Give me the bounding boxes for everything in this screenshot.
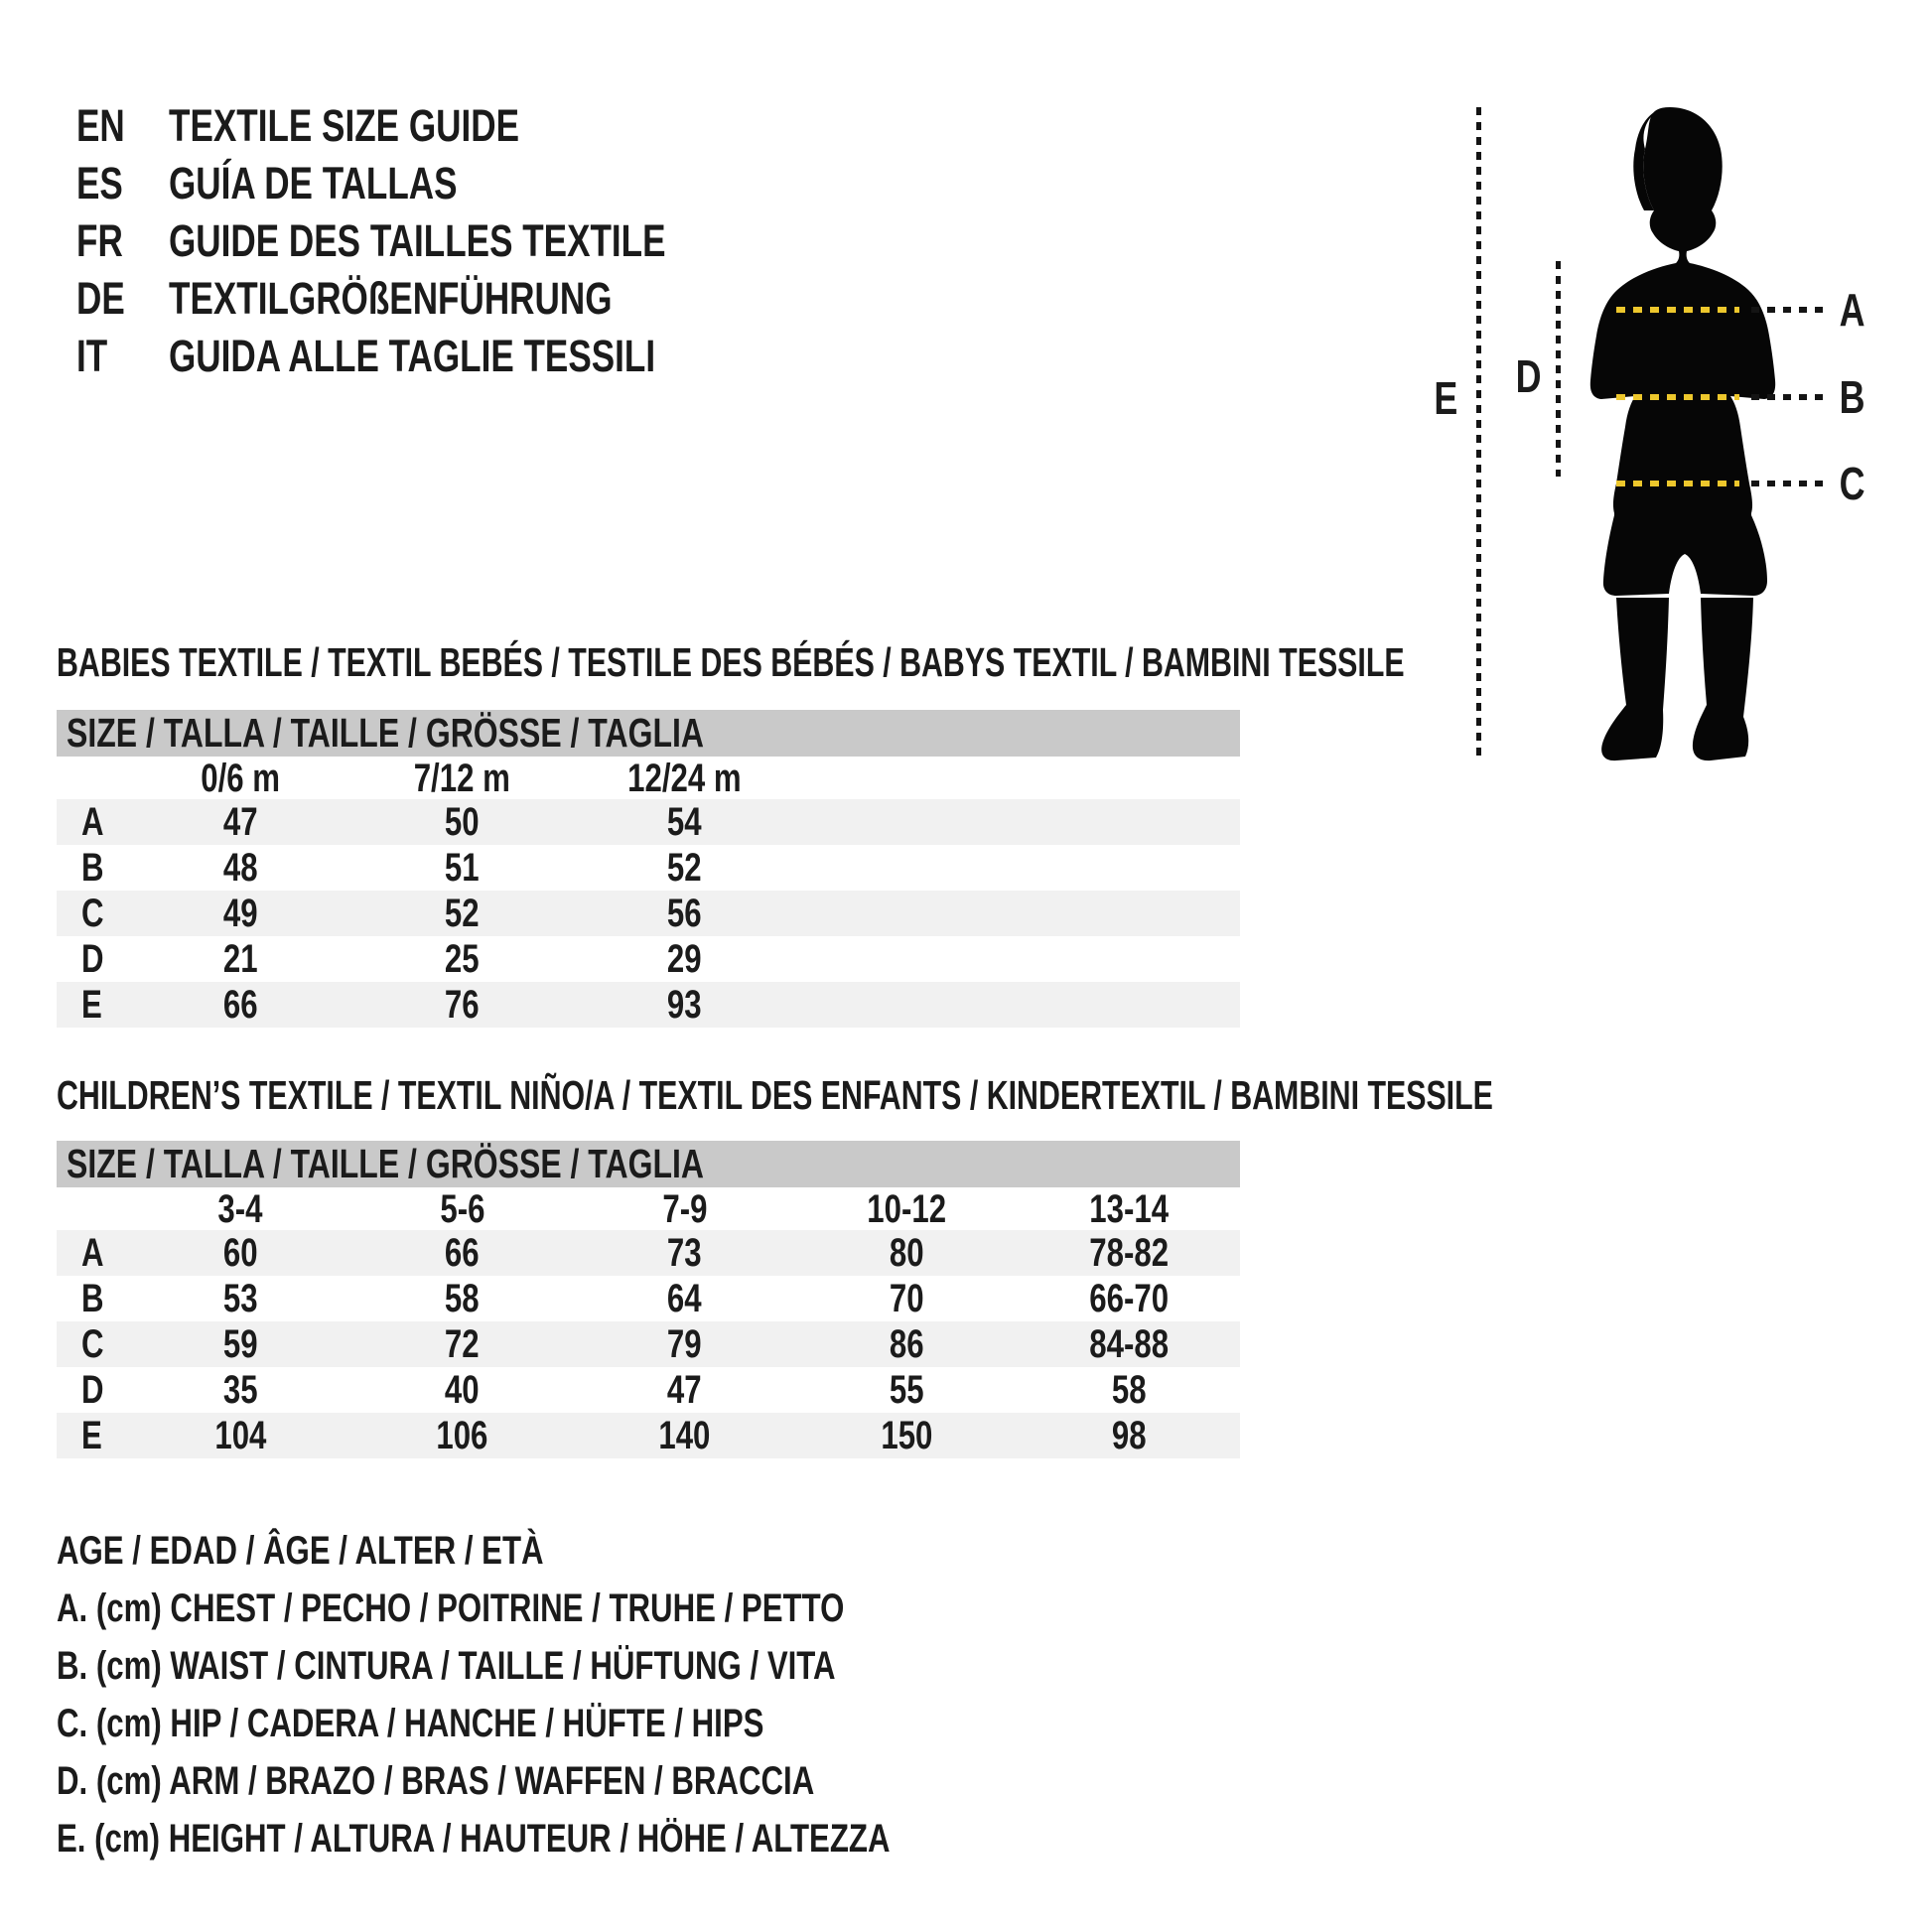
- legend-height: E. (cm) HEIGHT / ALTURA / HAUTEUR / HÖHE / ALTEZZA: [57, 1817, 891, 1861]
- table-row: E 104 106 140 150 98: [57, 1413, 1240, 1458]
- chest-a-label: A: [1840, 284, 1865, 336]
- lang-code-de: DE: [76, 273, 125, 324]
- lang-title-it: GUIDA ALLE TAGLIE TESSILI: [169, 331, 656, 381]
- legend-hip: C. (cm) HIP / CADERA / HANCHE / HÜFTE / HIPS: [57, 1702, 764, 1745]
- legend-arm: D. (cm) ARM / BRAZO / BRAS / WAFFEN / BRACCIA: [57, 1759, 815, 1803]
- babies-size-table: [57, 710, 1240, 1028]
- chest-a-extension-dots: [1751, 307, 1827, 313]
- lang-row-de: [76, 270, 737, 328]
- table-row: C 59 72 79 86 84-88: [57, 1321, 1240, 1367]
- lang-title-fr: GUIDE DES TAILLES TEXTILE: [169, 215, 666, 266]
- lang-title-de: TEXTILGRÖßENFÜHRUNG: [169, 273, 613, 324]
- table-row: C 49 52 56: [57, 891, 1240, 936]
- hip-c-label: C: [1840, 458, 1865, 509]
- children-col-3-4: 3-4: [217, 1187, 263, 1231]
- lang-row-en: [76, 97, 619, 155]
- legend-age: AGE / EDAD / ÂGE / ALTER / ETÀ: [57, 1529, 544, 1573]
- waist-b-measure-line: [1616, 394, 1739, 400]
- children-section-title: CHILDREN’S TEXTILE / TEXTIL NIÑO/A / TEXTIL DES ENFANTS / KINDERTEXTIL / BAMBINI TESSILE: [57, 1072, 1493, 1118]
- babies-table-header-bar: SIZE / TALLA / TAILLE / GRÖSSE / TAGLIA: [57, 710, 1240, 757]
- arm-d-label: D: [1516, 350, 1542, 402]
- table-row: B 48 51 52: [81, 845, 702, 890]
- lang-code-es: ES: [76, 158, 123, 208]
- babies-section-title: BABIES TEXTILE / TEXTIL BEBÉS / TESTILE DES BÉBÉS / BABYS TEXTIL / BAMBINI TESSILE: [57, 639, 1405, 685]
- table-row: A 47 50 54: [57, 799, 1240, 845]
- hip-c-extension-dots: [1751, 481, 1827, 486]
- legend-chest: A. (cm) CHEST / PECHO / POITRINE / TRUHE / PETTO: [57, 1587, 845, 1630]
- table-row: D 21 25 29: [81, 936, 702, 981]
- legend-waist: B. (cm) WAIST / CINTURA / TAILLE / HÜFTUNG / VITA: [57, 1644, 836, 1688]
- babies-col-7-12m: 7/12 m: [414, 757, 511, 800]
- children-table-header-bar: SIZE / TALLA / TAILLE / GRÖSSE / TAGLIA: [57, 1141, 1240, 1187]
- hip-c-measure-line: [1616, 481, 1739, 486]
- lang-code-en: EN: [76, 100, 125, 151]
- arm-d-dotted-line: [1556, 261, 1561, 477]
- children-col-7-9: 7-9: [661, 1187, 708, 1231]
- waist-b-extension-dots: [1751, 394, 1827, 400]
- children-col-5-6: 5-6: [440, 1187, 485, 1231]
- waist-b-label: B: [1840, 371, 1865, 423]
- children-column-headers: [57, 1187, 1240, 1230]
- height-e-label: E: [1434, 372, 1457, 424]
- babies-col-0-6m: 0/6 m: [201, 757, 280, 800]
- lang-code-fr: FR: [76, 215, 123, 266]
- lang-code-it: IT: [76, 331, 108, 381]
- lang-title-en: TEXTILE SIZE GUIDE: [169, 100, 519, 151]
- children-col-10-12: 10-12: [867, 1187, 947, 1231]
- table-row: B 53 58 64 70 66-70: [81, 1276, 1169, 1320]
- lang-title-es: GUÍA DE TALLAS: [169, 158, 458, 208]
- children-size-table: [57, 1141, 1240, 1458]
- lang-row-it: [76, 328, 792, 385]
- table-row: E 66 76 93: [57, 982, 1240, 1028]
- lang-row-fr: [76, 212, 806, 270]
- lang-row-es: [76, 155, 538, 212]
- babies-col-12-24m: 12/24 m: [627, 757, 742, 800]
- table-row: A 60 66 73 80 78-82: [57, 1230, 1240, 1276]
- babies-column-headers: [57, 757, 1240, 799]
- children-col-13-14: 13-14: [1089, 1187, 1169, 1231]
- chest-a-measure-line: [1616, 307, 1739, 313]
- table-row: D 35 40 47 55 58: [81, 1367, 1147, 1412]
